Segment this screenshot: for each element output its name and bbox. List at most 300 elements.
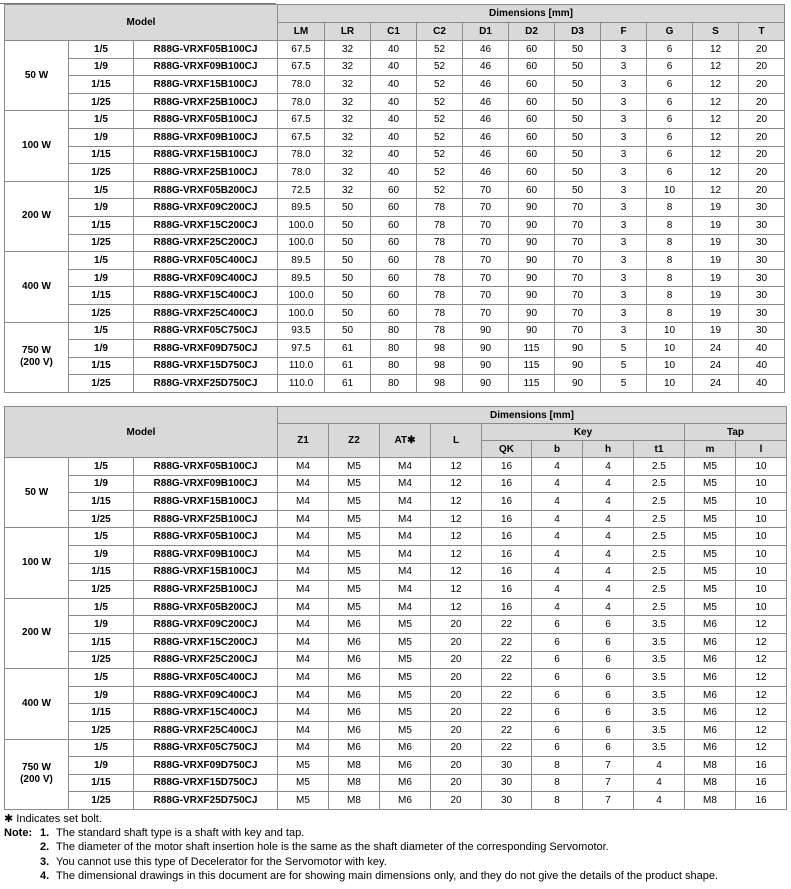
ratio-cell: 1/9 — [69, 616, 134, 634]
column-header: G — [647, 23, 693, 41]
value-cell: M5 — [329, 458, 380, 476]
value-cell: 12 — [693, 146, 739, 164]
value-cell: M4 — [278, 651, 329, 669]
value-cell: 10 — [647, 340, 693, 358]
value-cell: 6 — [532, 616, 583, 634]
value-cell: 8 — [647, 269, 693, 287]
value-cell: 70 — [555, 252, 601, 270]
model-cell: R88G-VRXF05B100CJ — [134, 41, 278, 59]
value-cell: 78 — [417, 322, 463, 340]
value-cell: 6 — [583, 721, 634, 739]
ratio-cell: 1/9 — [69, 128, 134, 146]
note-number: 4. — [40, 869, 50, 882]
value-cell: 67.5 — [278, 128, 325, 146]
model-cell: R88G-VRXF15C400CJ — [134, 704, 278, 722]
value-cell: 4 — [532, 475, 583, 493]
value-cell: 97.5 — [278, 340, 325, 358]
model-cell: R88G-VRXF09C400CJ — [134, 686, 278, 704]
value-cell: 12 — [736, 704, 787, 722]
table-row — [5, 686, 787, 704]
value-cell: 19 — [693, 216, 739, 234]
value-cell: M4 — [278, 545, 329, 563]
value-cell: 22 — [482, 633, 532, 651]
value-cell: 40 — [371, 58, 417, 76]
value-cell: 50 — [555, 111, 601, 129]
value-cell: M6 — [329, 633, 380, 651]
value-cell: 32 — [325, 76, 371, 94]
capacity-cell: 50 W — [5, 458, 69, 528]
value-cell: 6 — [583, 739, 634, 757]
value-cell: M4 — [278, 721, 329, 739]
value-cell: 32 — [325, 41, 371, 59]
model-cell: R88G-VRXF05B200CJ — [134, 598, 278, 616]
model-cell: R88G-VRXF25B100CJ — [134, 93, 278, 111]
value-cell: 110.0 — [278, 375, 325, 393]
value-cell: 4 — [634, 792, 685, 810]
value-cell: 80 — [371, 340, 417, 358]
value-cell: M4 — [278, 686, 329, 704]
value-cell: 90 — [555, 357, 601, 375]
value-cell: 70 — [463, 181, 509, 199]
value-cell: 4 — [583, 545, 634, 563]
notes-section — [4, 812, 784, 883]
value-cell: 10 — [736, 598, 787, 616]
column-header: Z2 — [329, 424, 380, 458]
value-cell: 67.5 — [278, 111, 325, 129]
value-cell: 6 — [532, 651, 583, 669]
value-cell: 98 — [417, 357, 463, 375]
ratio-cell: 1/15 — [69, 287, 134, 305]
value-cell: 20 — [739, 181, 785, 199]
ratio-cell: 1/25 — [69, 234, 134, 252]
value-cell: M4 — [380, 493, 431, 511]
column-header: F — [601, 23, 647, 41]
value-cell: 46 — [463, 93, 509, 111]
model-cell: R88G-VRXF15D750CJ — [134, 357, 278, 375]
value-cell: 50 — [325, 269, 371, 287]
value-cell: 4 — [532, 528, 583, 546]
value-cell: M5 — [329, 475, 380, 493]
table-row — [5, 146, 785, 164]
key-header: Key — [482, 424, 685, 441]
ratio-cell: 1/5 — [69, 458, 134, 476]
value-cell: 4 — [583, 563, 634, 581]
value-cell: 60 — [371, 287, 417, 305]
value-cell: 78.0 — [278, 164, 325, 182]
value-cell: 50 — [325, 216, 371, 234]
model-header: Model — [5, 5, 278, 41]
value-cell: 30 — [739, 322, 785, 340]
value-cell: 20 — [739, 128, 785, 146]
column-header: LR — [325, 23, 371, 41]
value-cell: 30 — [739, 252, 785, 270]
value-cell: 90 — [509, 252, 555, 270]
value-cell: 50 — [325, 234, 371, 252]
ratio-cell: 1/15 — [69, 76, 134, 94]
value-cell: 115 — [509, 375, 555, 393]
value-cell: 98 — [417, 340, 463, 358]
value-cell: 50 — [325, 287, 371, 305]
table-row — [5, 528, 787, 546]
dimensions-table-2 — [4, 406, 787, 810]
value-cell: 4 — [583, 458, 634, 476]
value-cell: 32 — [325, 181, 371, 199]
value-cell: 12 — [431, 563, 482, 581]
value-cell: M4 — [380, 475, 431, 493]
value-cell: 12 — [693, 41, 739, 59]
value-cell: M6 — [329, 616, 380, 634]
value-cell: 4 — [583, 510, 634, 528]
value-cell: 61 — [325, 375, 371, 393]
ratio-cell: 1/5 — [69, 41, 134, 59]
value-cell: 30 — [739, 199, 785, 217]
value-cell: 24 — [693, 340, 739, 358]
table-row — [5, 651, 787, 669]
value-cell: 115 — [509, 340, 555, 358]
value-cell: M6 — [685, 721, 736, 739]
value-cell: M5 — [278, 774, 329, 792]
value-cell: M4 — [278, 475, 329, 493]
value-cell: 22 — [482, 669, 532, 687]
value-cell: 90 — [509, 269, 555, 287]
value-cell: 4 — [532, 598, 583, 616]
model-cell: R88G-VRXF09B100CJ — [134, 58, 278, 76]
value-cell: 12 — [431, 528, 482, 546]
value-cell: 67.5 — [278, 41, 325, 59]
model-cell: R88G-VRXF15B100CJ — [134, 493, 278, 511]
value-cell: M4 — [278, 581, 329, 599]
value-cell: 20 — [431, 686, 482, 704]
value-cell: 89.5 — [278, 199, 325, 217]
model-cell: R88G-VRXF05C400CJ — [134, 252, 278, 270]
value-cell: 16 — [482, 458, 532, 476]
value-cell: 2.5 — [634, 528, 685, 546]
value-cell: M5 — [278, 792, 329, 810]
value-cell: 10 — [736, 475, 787, 493]
value-cell: 20 — [739, 93, 785, 111]
model-cell: R88G-VRXF25C200CJ — [134, 651, 278, 669]
column-header: Z1 — [278, 424, 329, 458]
value-cell: 8 — [647, 304, 693, 322]
value-cell: 12 — [736, 651, 787, 669]
value-cell: 19 — [693, 252, 739, 270]
table-row — [5, 181, 785, 199]
value-cell: 98 — [417, 375, 463, 393]
value-cell: 78.0 — [278, 146, 325, 164]
note-item — [4, 869, 784, 883]
value-cell: 12 — [431, 598, 482, 616]
value-cell: 3.5 — [634, 721, 685, 739]
value-cell: 52 — [417, 58, 463, 76]
value-cell: M6 — [380, 739, 431, 757]
value-cell: 70 — [463, 252, 509, 270]
value-cell: M4 — [278, 669, 329, 687]
table-row — [5, 128, 785, 146]
value-cell: 20 — [431, 739, 482, 757]
value-cell: 32 — [325, 111, 371, 129]
model-cell: R88G-VRXF25D750CJ — [134, 375, 278, 393]
value-cell: 3 — [601, 322, 647, 340]
model-cell: R88G-VRXF05C400CJ — [134, 669, 278, 687]
table-row — [5, 322, 785, 340]
value-cell: 70 — [555, 199, 601, 217]
model-cell: R88G-VRXF09B100CJ — [134, 545, 278, 563]
value-cell: 12 — [736, 669, 787, 687]
value-cell: 89.5 — [278, 269, 325, 287]
value-cell: 70 — [555, 269, 601, 287]
value-cell: 16 — [482, 563, 532, 581]
value-cell: 50 — [555, 164, 601, 182]
value-cell: 78 — [417, 304, 463, 322]
value-cell: M6 — [685, 616, 736, 634]
note-text: You cannot use this type of Decelerator for the Servomotor with key. — [56, 855, 387, 868]
value-cell: 70 — [555, 216, 601, 234]
value-cell: 2.5 — [634, 475, 685, 493]
value-cell: 70 — [555, 322, 601, 340]
value-cell: 90 — [555, 375, 601, 393]
value-cell: 90 — [463, 322, 509, 340]
value-cell: 8 — [647, 252, 693, 270]
value-cell: M4 — [278, 616, 329, 634]
ratio-cell: 1/5 — [69, 669, 134, 687]
value-cell: 90 — [509, 234, 555, 252]
value-cell: 4 — [634, 757, 685, 775]
value-cell: 20 — [431, 616, 482, 634]
value-cell: 70 — [555, 287, 601, 305]
value-cell: 22 — [482, 704, 532, 722]
table-row — [5, 340, 785, 358]
value-cell: M5 — [685, 545, 736, 563]
value-cell: M4 — [278, 739, 329, 757]
key-column-header: b — [532, 441, 583, 458]
value-cell: 78 — [417, 269, 463, 287]
value-cell: 50 — [555, 181, 601, 199]
value-cell: 3.5 — [634, 704, 685, 722]
value-cell: 30 — [482, 757, 532, 775]
capacity-cell: 200 W — [5, 598, 69, 668]
table-row — [5, 199, 785, 217]
value-cell: M5 — [685, 598, 736, 616]
value-cell: M5 — [329, 510, 380, 528]
model-cell: R88G-VRXF05B100CJ — [134, 528, 278, 546]
tap-header: Tap — [685, 424, 787, 441]
value-cell: 4 — [532, 510, 583, 528]
ratio-cell: 1/15 — [69, 704, 134, 722]
value-cell: 67.5 — [278, 58, 325, 76]
value-cell: 60 — [371, 199, 417, 217]
value-cell: 40 — [371, 146, 417, 164]
note-text: The standard shaft type is a shaft with key and tap. — [56, 827, 305, 840]
ratio-cell: 1/5 — [69, 252, 134, 270]
ratio-cell: 1/5 — [69, 528, 134, 546]
value-cell: M4 — [380, 458, 431, 476]
value-cell: 78 — [417, 234, 463, 252]
value-cell: 8 — [532, 774, 583, 792]
value-cell: 6 — [583, 616, 634, 634]
table-row — [5, 598, 787, 616]
value-cell: 12 — [693, 76, 739, 94]
value-cell: 50 — [555, 76, 601, 94]
table-row — [5, 458, 787, 476]
value-cell: 70 — [463, 216, 509, 234]
value-cell: 6 — [532, 686, 583, 704]
value-cell: 70 — [463, 287, 509, 305]
value-cell: 3 — [601, 76, 647, 94]
value-cell: 30 — [739, 234, 785, 252]
value-cell: M4 — [278, 528, 329, 546]
value-cell: 3.5 — [634, 633, 685, 651]
ratio-cell: 1/15 — [69, 563, 134, 581]
column-header: LM — [278, 23, 325, 41]
table-row — [5, 704, 787, 722]
model-cell: R88G-VRXF05C750CJ — [134, 322, 278, 340]
value-cell: 80 — [371, 375, 417, 393]
value-cell: 19 — [693, 322, 739, 340]
value-cell: M5 — [278, 757, 329, 775]
value-cell: 10 — [736, 581, 787, 599]
value-cell: 3.5 — [634, 669, 685, 687]
value-cell: 4 — [583, 598, 634, 616]
value-cell: 93.5 — [278, 322, 325, 340]
ratio-cell: 1/9 — [69, 475, 134, 493]
value-cell: 16 — [482, 493, 532, 511]
value-cell: 10 — [736, 563, 787, 581]
value-cell: 16 — [482, 475, 532, 493]
value-cell: 7 — [583, 774, 634, 792]
value-cell: M4 — [278, 633, 329, 651]
value-cell: 2.5 — [634, 493, 685, 511]
model-cell: R88G-VRXF25C200CJ — [134, 234, 278, 252]
value-cell: 2.5 — [634, 545, 685, 563]
capacity-cell: 100 W — [5, 111, 69, 181]
value-cell: M8 — [329, 774, 380, 792]
table-row — [5, 757, 787, 775]
value-cell: 60 — [509, 146, 555, 164]
value-cell: 6 — [532, 721, 583, 739]
ratio-cell: 1/15 — [69, 493, 134, 511]
value-cell: M6 — [329, 669, 380, 687]
value-cell: M6 — [380, 792, 431, 810]
value-cell: 8 — [647, 234, 693, 252]
value-cell: 61 — [325, 340, 371, 358]
value-cell: 50 — [325, 252, 371, 270]
value-cell: 32 — [325, 164, 371, 182]
value-cell: M6 — [685, 686, 736, 704]
value-cell: 3 — [601, 128, 647, 146]
value-cell: 5 — [601, 357, 647, 375]
value-cell: 40 — [739, 340, 785, 358]
value-cell: M5 — [380, 633, 431, 651]
table-row — [5, 304, 785, 322]
value-cell: M4 — [380, 563, 431, 581]
ratio-cell: 1/9 — [69, 58, 134, 76]
value-cell: 40 — [739, 357, 785, 375]
value-cell: 32 — [325, 128, 371, 146]
value-cell: 60 — [371, 252, 417, 270]
value-cell: 12 — [736, 686, 787, 704]
value-cell: 16 — [482, 510, 532, 528]
value-cell: 60 — [509, 128, 555, 146]
value-cell: 70 — [463, 199, 509, 217]
value-cell: 90 — [463, 340, 509, 358]
value-cell: 12 — [693, 128, 739, 146]
column-header: D2 — [509, 23, 555, 41]
value-cell: 20 — [739, 76, 785, 94]
value-cell: 6 — [647, 93, 693, 111]
ratio-cell: 1/9 — [69, 686, 134, 704]
value-cell: 12 — [736, 721, 787, 739]
ratio-cell: 1/25 — [69, 792, 134, 810]
value-cell: 16 — [482, 581, 532, 599]
note-text: The diameter of the motor shaft insertion hole is the same as the shaft diameter of the corresponding Servomotor. — [56, 841, 609, 854]
note-item — [4, 826, 784, 840]
value-cell: 16 — [736, 774, 787, 792]
value-cell: M4 — [278, 563, 329, 581]
value-cell: 4 — [583, 475, 634, 493]
value-cell: 4 — [532, 581, 583, 599]
value-cell: 30 — [739, 287, 785, 305]
value-cell: 2.5 — [634, 458, 685, 476]
table-row — [5, 633, 787, 651]
value-cell: 70 — [463, 269, 509, 287]
tap-column-header: m — [685, 441, 736, 458]
value-cell: 4 — [583, 581, 634, 599]
value-cell: 22 — [482, 651, 532, 669]
value-cell: 6 — [647, 76, 693, 94]
table-row — [5, 58, 785, 76]
value-cell: 46 — [463, 128, 509, 146]
value-cell: M6 — [380, 774, 431, 792]
value-cell: 46 — [463, 41, 509, 59]
value-cell: 12 — [431, 510, 482, 528]
value-cell: M8 — [685, 792, 736, 810]
model-cell: R88G-VRXF25B100CJ — [134, 510, 278, 528]
value-cell: 52 — [417, 181, 463, 199]
value-cell: M5 — [685, 581, 736, 599]
value-cell: 10 — [736, 493, 787, 511]
value-cell: 30 — [482, 792, 532, 810]
value-cell: 52 — [417, 111, 463, 129]
value-cell: M6 — [685, 651, 736, 669]
value-cell: 40 — [371, 128, 417, 146]
value-cell: 3 — [601, 252, 647, 270]
model-cell: R88G-VRXF25B100CJ — [134, 164, 278, 182]
model-cell: R88G-VRXF05B100CJ — [134, 458, 278, 476]
value-cell: 100.0 — [278, 216, 325, 234]
table-row — [5, 357, 785, 375]
value-cell: 30 — [739, 216, 785, 234]
value-cell: M5 — [685, 528, 736, 546]
value-cell: 10 — [647, 181, 693, 199]
ratio-cell: 1/9 — [69, 199, 134, 217]
model-cell: R88G-VRXF25C400CJ — [134, 721, 278, 739]
table-row — [5, 111, 785, 129]
model-cell: R88G-VRXF15C400CJ — [134, 287, 278, 305]
value-cell: M6 — [380, 757, 431, 775]
value-cell: 3.5 — [634, 686, 685, 704]
value-cell: 50 — [325, 199, 371, 217]
value-cell: 20 — [431, 792, 482, 810]
value-cell: M5 — [329, 545, 380, 563]
ratio-cell: 1/5 — [69, 181, 134, 199]
value-cell: 46 — [463, 76, 509, 94]
value-cell: 52 — [417, 164, 463, 182]
value-cell: 8 — [532, 792, 583, 810]
value-cell: 60 — [509, 93, 555, 111]
value-cell: 8 — [647, 199, 693, 217]
column-header: T — [739, 23, 785, 41]
value-cell: 3.5 — [634, 616, 685, 634]
